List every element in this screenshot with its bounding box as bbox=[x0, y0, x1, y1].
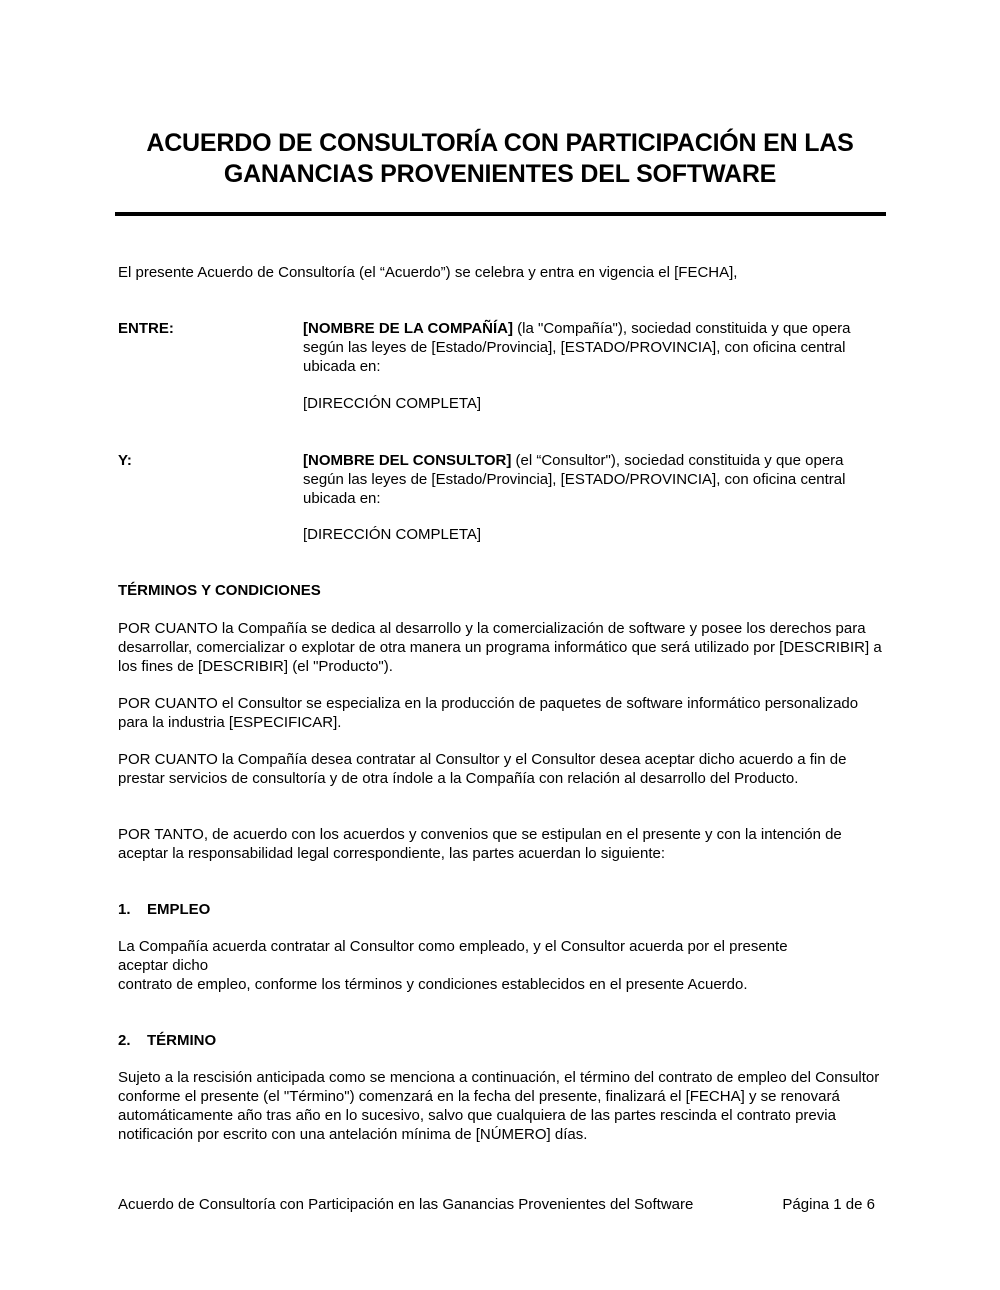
section-2-body: Sujeto a la rescisión anticipada como se menciona a continuación, el término del contrato de empleo del Consultor conforme el presente (el "Término") comenzará en la fecha del presente, finalizará el [FECHA] y se renovará automáticamente año tras año en lo sucesivo, salvo que cualquiera de las partes rescinda el contrato previa notificación por escrito con una antelación mínima de [NÚMERO] días. bbox=[118, 1069, 880, 1143]
terms-heading: TÉRMINOS Y CONDICIONES bbox=[118, 582, 321, 599]
recital-4: POR TANTO, de acuerdo con los acuerdos y convenios que se estipulan en el presente y con la intención de aceptar la responsabilidad legal correspondiente, las partes acuerdan lo siguiente: bbox=[118, 826, 842, 862]
consultant-address: [DIRECCIÓN COMPLETA] bbox=[303, 526, 482, 543]
section-1-body-line-3: contrato de empleo, conforme los términos y condiciones establecidos en el presente Acuerdo. bbox=[118, 976, 748, 993]
party-consultant bbox=[303, 451, 863, 508]
company-address: [DIRECCIÓN COMPLETA] bbox=[303, 395, 482, 412]
consultant-name: [NOMBRE DEL CONSULTOR] bbox=[303, 452, 512, 469]
recital-3: POR CUANTO la Compañía desea contratar al Consultor y el Consultor desea aceptar dicho acuerdo a fin de prestar servicios de consultoría y de otra índole a la Compañía con relación al desarrollo del Producto. bbox=[118, 751, 847, 787]
company-description: (la "Compañía"), sociedad constituida y que opera según las leyes de [Estado/Provincia], [ESTADO/PROVINCIA], con oficina central ubicada en: bbox=[303, 320, 851, 375]
document-title bbox=[100, 128, 900, 190]
section-1-heading bbox=[118, 900, 210, 919]
consultant-description: (el “Consultor"), sociedad constituida y que opera según las leyes de [Estado/Provincia], [ESTADO/PROVINCIA], con oficina central ubicada en: bbox=[303, 452, 846, 507]
title-line-2: GANANCIAS PROVENIENTES DEL SOFTWARE bbox=[223, 160, 777, 188]
recital-1: POR CUANTO la Compañía se dedica al desarrollo y la comercialización de software y posee los derechos para desarrollar, comercializar o explotar de otra manera un programa informático que será utilizado por [DESCRIBIR] a los fines de [DESCRIBIR] (el "Producto"). bbox=[118, 620, 882, 675]
party-label-entre: ENTRE: bbox=[118, 320, 174, 337]
page-number: Página 1 de 6 bbox=[782, 1196, 875, 1213]
title-line-1: ACUERDO DE CONSULTORÍA CON PARTICIPACIÓN EN LAS bbox=[146, 129, 854, 157]
party-company bbox=[303, 319, 863, 376]
recital-2: POR CUANTO el Consultor se especializa en la producción de paquetes de software informático personalizado para la industria [ESPECIFICAR]. bbox=[118, 695, 859, 731]
section-1-number: 1. bbox=[118, 901, 131, 918]
section-2-heading bbox=[118, 1031, 216, 1050]
section-1-body-line-1: La Compañía acuerda contratar al Consultor como empleado, y el Consultor acuerda por el presente bbox=[118, 938, 788, 955]
section-2-title: TÉRMINO bbox=[147, 1032, 217, 1049]
section-1-body bbox=[118, 937, 888, 994]
company-name: [NOMBRE DE LA COMPAÑÍA] bbox=[303, 320, 513, 337]
section-2-number: 2. bbox=[118, 1032, 131, 1049]
section-1-title: EMPLEO bbox=[147, 901, 211, 918]
party-label-y: Y: bbox=[118, 452, 132, 469]
footer-title: Acuerdo de Consultoría con Participación en las Ganancias Provenientes del Software bbox=[118, 1196, 694, 1213]
intro-paragraph: El presente Acuerdo de Consultoría (el “Acuerdo”) se celebra y entra en vigencia el [FECHA], bbox=[118, 264, 738, 281]
title-divider bbox=[115, 212, 886, 216]
page-footer bbox=[118, 1195, 875, 1214]
section-1-body-line-2: aceptar dicho bbox=[118, 957, 209, 974]
